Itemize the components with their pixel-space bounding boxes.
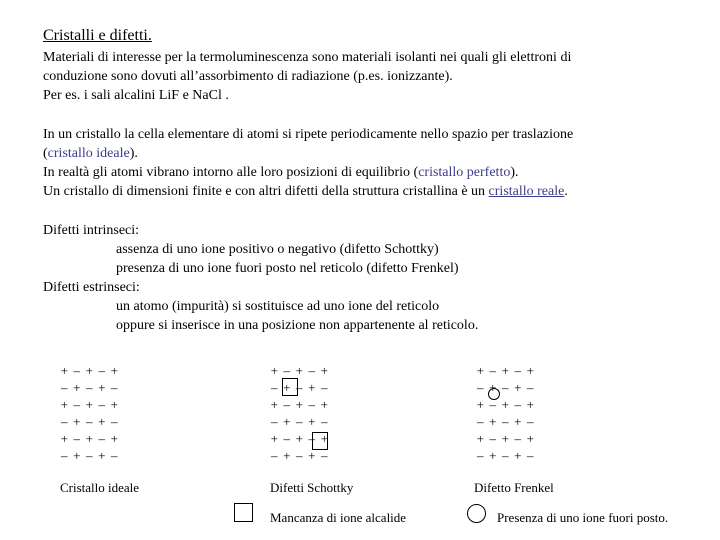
crystal-line xyxy=(43,163,519,182)
defect-description: un atomo (impurità) si sostituisce ad uno ione del reticolo xyxy=(116,299,440,314)
negative-ion: – xyxy=(514,397,521,412)
positive-ion: + xyxy=(320,431,328,446)
positive-ion: + xyxy=(110,363,118,378)
positive-ion: + xyxy=(514,448,522,463)
positive-ion: + xyxy=(308,448,316,463)
positive-ion: + xyxy=(73,448,81,463)
lattice-row xyxy=(474,362,537,379)
positive-ion: + xyxy=(295,397,303,412)
legend-vacancy-label: Mancanza di ione alcalide xyxy=(270,510,407,525)
positive-ion: + xyxy=(283,448,291,463)
extrinsic-heading: Difetti estrinseci: xyxy=(43,280,140,295)
lattice-row xyxy=(58,447,121,464)
legend-interstitial-label: Presenza di uno ione fuori posto. xyxy=(497,510,669,525)
negative-ion: – xyxy=(502,380,509,395)
crystal-line: In un cristallo la cella elementare di atomi si ripete periodicamente nello spazio per traslazione xyxy=(43,127,574,142)
negative-ion: – xyxy=(86,380,93,395)
negative-ion: – xyxy=(111,414,118,429)
lattice-row xyxy=(268,396,331,413)
negative-ion: – xyxy=(296,448,303,463)
negative-ion: – xyxy=(296,414,303,429)
schottky-vacancy-box xyxy=(282,378,298,396)
lattice-row xyxy=(474,413,537,430)
ideal-lattice xyxy=(58,362,121,464)
positive-ion: + xyxy=(110,431,118,446)
lattice-row xyxy=(268,362,331,379)
text-segment: . xyxy=(564,184,568,199)
defect-description: presenza di uno ione fuori posto nel reticolo (difetto Frenkel) xyxy=(116,261,459,276)
negative-ion: – xyxy=(489,431,496,446)
negative-ion: – xyxy=(98,363,105,378)
positive-ion: + xyxy=(501,431,509,446)
positive-ion: + xyxy=(85,397,93,412)
negative-ion: – xyxy=(283,363,290,378)
lattice-row xyxy=(474,447,537,464)
negative-ion: – xyxy=(86,414,93,429)
negative-ion: – xyxy=(477,380,484,395)
negative-ion: – xyxy=(98,397,105,412)
negative-ion: – xyxy=(527,414,534,429)
frenkel-lattice xyxy=(474,362,537,464)
intrinsic-heading: Difetti intrinseci: xyxy=(43,223,140,238)
lattice-row xyxy=(268,379,331,396)
negative-ion: – xyxy=(283,431,290,446)
positive-ion: + xyxy=(60,431,68,446)
positive-ion: + xyxy=(476,431,484,446)
ideal-crystal-term: cristallo ideale xyxy=(47,146,130,161)
negative-ion: – xyxy=(514,431,521,446)
negative-ion: – xyxy=(271,448,278,463)
negative-ion: – xyxy=(477,414,484,429)
negative-ion: – xyxy=(111,448,118,463)
defect-description: assenza di uno ione positivo o negativo (difetto Schottky) xyxy=(116,242,439,257)
schottky-vacancy-box xyxy=(312,432,328,450)
legend-circle-icon xyxy=(467,504,486,523)
intro-line: conduzione sono dovuti all’assorbimento di radiazione (p.es. ionizzante). xyxy=(43,69,453,84)
negative-ion: – xyxy=(61,414,68,429)
positive-ion: + xyxy=(476,397,484,412)
positive-ion: + xyxy=(270,431,278,446)
negative-ion: – xyxy=(308,397,315,412)
text-segment: In realtà gli atomi vibrano intorno alle loro posizioni di equilibrio ( xyxy=(43,165,419,180)
text-segment: ). xyxy=(510,165,519,180)
negative-ion: – xyxy=(321,448,328,463)
negative-ion: – xyxy=(502,414,509,429)
negative-ion: – xyxy=(61,448,68,463)
positive-ion: + xyxy=(283,414,291,429)
intro-line: Materiali di interesse per la termoluminescenza sono materiali isolanti nei quali gli elettroni di xyxy=(43,50,572,65)
negative-ion: – xyxy=(489,363,496,378)
legend-square-icon xyxy=(234,503,253,522)
negative-ion: – xyxy=(73,397,80,412)
negative-ion: – xyxy=(527,448,534,463)
positive-ion: + xyxy=(320,397,328,412)
positive-ion: + xyxy=(60,363,68,378)
negative-ion: – xyxy=(86,448,93,463)
positive-ion: + xyxy=(489,380,497,395)
positive-ion: + xyxy=(73,380,81,395)
lattice-row xyxy=(58,396,121,413)
negative-ion: – xyxy=(502,448,509,463)
text-segment: Un cristallo di dimensioni finite e con altri difetti della struttura cristallina è un xyxy=(43,184,489,199)
negative-ion: – xyxy=(321,380,328,395)
positive-ion: + xyxy=(526,397,534,412)
real-crystal-link[interactable]: cristallo reale xyxy=(488,184,565,199)
positive-ion: + xyxy=(514,414,522,429)
positive-ion: + xyxy=(295,431,303,446)
negative-ion: – xyxy=(308,431,315,446)
positive-ion: + xyxy=(73,414,81,429)
crystal-line xyxy=(43,182,568,201)
positive-ion: + xyxy=(308,414,316,429)
positive-ion: + xyxy=(85,363,93,378)
lattice-row xyxy=(58,362,121,379)
positive-ion: + xyxy=(295,363,303,378)
positive-ion: + xyxy=(98,380,106,395)
paren-close: ). xyxy=(129,146,138,161)
positive-ion: + xyxy=(501,397,509,412)
positive-ion: + xyxy=(110,397,118,412)
caption-frenkel: Difetto Frenkel xyxy=(474,480,554,495)
lattice-row xyxy=(268,413,331,430)
intro-line: Per es. i sali alcalini LiF e NaCl . xyxy=(43,88,229,103)
negative-ion: – xyxy=(321,414,328,429)
lattice-row xyxy=(474,396,537,413)
positive-ion: + xyxy=(320,363,328,378)
positive-ion: + xyxy=(514,380,522,395)
frenkel-interstitial-circle xyxy=(488,388,500,400)
perfect-crystal-term: cristallo perfetto xyxy=(418,165,511,180)
lattice-row xyxy=(58,430,121,447)
positive-ion: + xyxy=(270,363,278,378)
negative-ion: – xyxy=(111,380,118,395)
negative-ion: – xyxy=(61,380,68,395)
positive-ion: + xyxy=(98,414,106,429)
negative-ion: – xyxy=(514,363,521,378)
negative-ion: – xyxy=(271,380,278,395)
caption-schottky: Difetti Schottky xyxy=(270,480,354,495)
crystal-line xyxy=(43,144,138,163)
positive-ion: + xyxy=(85,431,93,446)
negative-ion: – xyxy=(283,397,290,412)
lattice-row xyxy=(58,413,121,430)
paren-open: ( xyxy=(43,146,48,161)
negative-ion: – xyxy=(477,448,484,463)
negative-ion: – xyxy=(296,380,303,395)
negative-ion: – xyxy=(73,431,80,446)
positive-ion: + xyxy=(308,380,316,395)
positive-ion: + xyxy=(489,414,497,429)
positive-ion: + xyxy=(501,363,509,378)
positive-ion: + xyxy=(476,363,484,378)
defect-description: oppure si inserisce in una posizione non appartenente al reticolo. xyxy=(116,318,479,333)
positive-ion: + xyxy=(60,397,68,412)
caption-ideal: Cristallo ideale xyxy=(60,480,140,495)
negative-ion: – xyxy=(98,431,105,446)
negative-ion: – xyxy=(73,363,80,378)
positive-ion: + xyxy=(489,448,497,463)
lattice-row xyxy=(58,379,121,396)
positive-ion: + xyxy=(98,448,106,463)
positive-ion: + xyxy=(270,397,278,412)
negative-ion: – xyxy=(527,380,534,395)
positive-ion: + xyxy=(526,363,534,378)
positive-ion: + xyxy=(283,380,291,395)
negative-ion: – xyxy=(308,363,315,378)
negative-ion: – xyxy=(489,397,496,412)
lattice-row xyxy=(474,430,537,447)
positive-ion: + xyxy=(526,431,534,446)
page-title: Cristalli e difetti. xyxy=(43,27,152,44)
negative-ion: – xyxy=(271,414,278,429)
lattice-row xyxy=(474,379,537,396)
